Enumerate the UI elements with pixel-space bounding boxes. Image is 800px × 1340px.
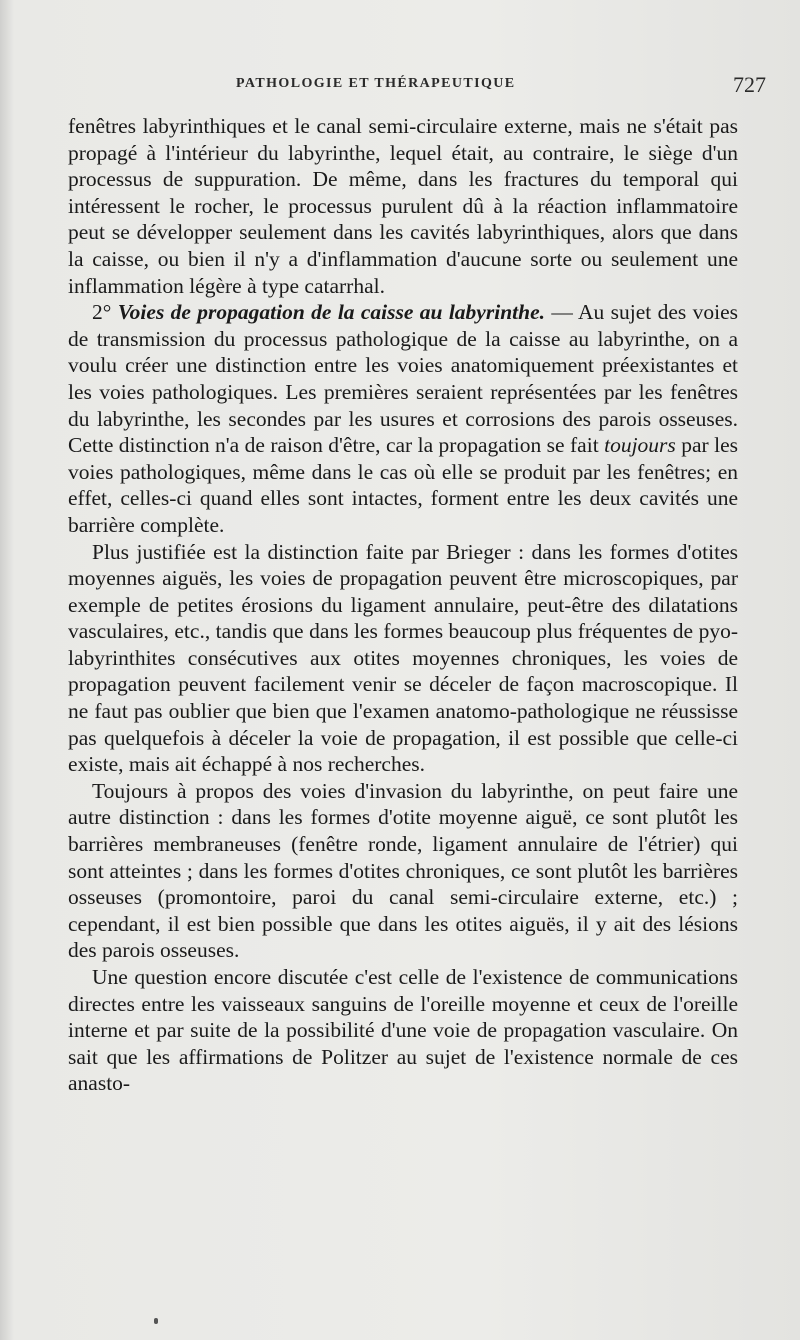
section-heading: Voies de propagation de la caisse au labyrinthe. (117, 300, 545, 325)
paragraph-2-text-a: — Au sujet des voies de transmission du processus pathologique de la caisse au labyrinthe, on a voulu créer une distinction entre les voies anatomiquement préexistantes et les voies pathologiques. Les premières seraient représentées par les fenêtres du labyrinthe, les secondes par les usures et corrosions des parois osseuses. Cette distinction n'a de raison d'être, car la propagation se fait (68, 300, 738, 458)
emphasis-toujours: toujours (604, 433, 676, 458)
ink-speck (154, 1318, 158, 1324)
running-title: PATHOLOGIE ET THÉRAPEUTIQUE (236, 76, 516, 91)
page-number: 727 (733, 72, 766, 97)
paragraph-2 (68, 299, 738, 538)
paragraph-1: fenêtres labyrinthiques et le canal semi-circulaire externe, mais ne s'était pas propagé à l'intérieur du labyrinthe, lequel était, au contraire, le siège d'un processus de suppuration. De même, dans les fractures du temporal qui intéressent le rocher, le processus purulent dû à la réaction inflammatoire peut se développer seulement dans les cavités labyrinthiques, alors que dans la caisse, ou bien il n'y a d'inflammation d'aucune sorte ou seulement une inflammation légère à type catarrhal. (68, 114, 738, 298)
section-number: 2° (92, 300, 112, 325)
running-head (236, 72, 768, 98)
paragraph-2-text-b: par les voies pathologiques, même dans le cas où elle se produit par les fenêtres; en effet, celles-ci quand elles sont intactes, forment entre les deux cavités une barrière complète. (68, 433, 738, 537)
paragraph-5: Une question encore discutée c'est celle de l'existence de communications directes entre les vaisseaux sanguins de l'oreille moyenne et ceux de l'oreille interne et par suite de la possibilité d'une voie de propagation vasculaire. On sait que les affirmations de Politzer au sujet de l'existence normale de ces anasto- (68, 965, 738, 1096)
paragraph-4: Toujours à propos des voies d'invasion du labyrinthe, on peut faire une autre distinction : dans les formes d'otite moyenne aiguë, ce sont plutôt les barrières membraneuses (fenêtre ronde, ligament annulaire de l'étrier) qui sont atteintes ; dans les formes d'otites chroniques, ce sont plutôt les barrières osseuses (promontoire, paroi du canal semi-circulaire externe, etc.) ; cependant, il est bien possible que dans les otites aiguës, il y ait des lésions des parois osseuses. (68, 778, 738, 963)
body-text (68, 113, 738, 1097)
paragraph-3: Plus justifiée est la distinction faite par Brieger : dans les formes d'otites moyennes aiguës, les voies de propagation peuvent être microscopiques, par exemple de petites érosions du ligament annulaire, peut-être des dilatations vasculaires, etc., tandis que dans les formes beaucoup plus fréquentes de pyo-labyrinthites consécutives aux otites moyennes chroniques, les voies de propagation peuvent facilement venir se déceler de façon macroscopique. Il ne faut pas oublier que bien que l'examen anatomo-pathologique ne réussisse pas quelquefois à déceler la voie de propagation, il est possible que celle-ci existe, mais ait échappé à nos recherches. (68, 539, 738, 777)
